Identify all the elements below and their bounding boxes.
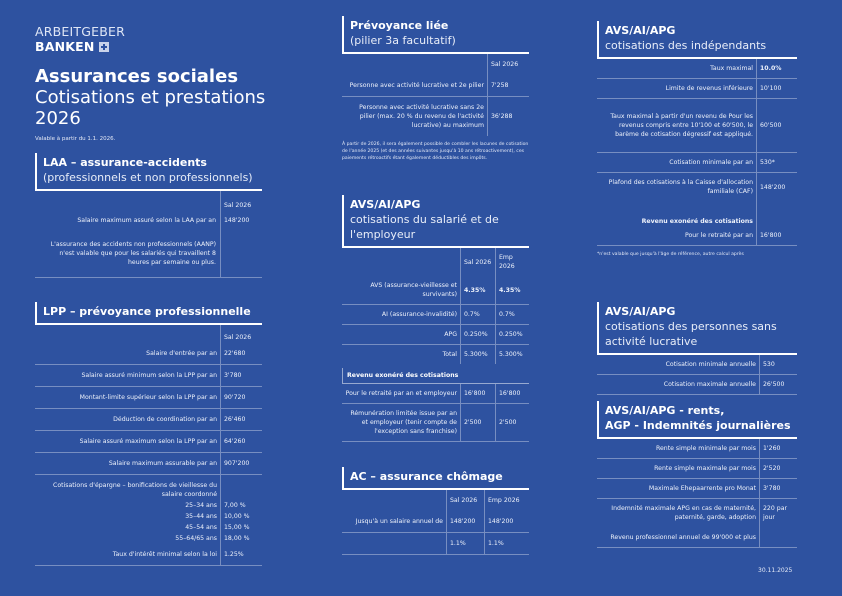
table-row <box>597 479 797 499</box>
section-avs-exo <box>342 368 529 442</box>
title-sub: Cotisations et prestations <box>35 87 266 108</box>
table-row <box>342 305 529 325</box>
row-label: Limite de revenus inférieure <box>665 85 753 92</box>
row-value: Sal 2026 <box>446 490 484 511</box>
section-avs-sal <box>342 195 529 364</box>
row-value: 4.35% <box>460 276 495 304</box>
row-value: 530 <box>759 355 797 374</box>
table-row <box>35 533 262 544</box>
table-row <box>342 97 529 136</box>
row-value: Sal 2026 <box>220 325 262 343</box>
table-row <box>35 522 262 533</box>
row-label: Rente simple minimale par mois <box>655 445 756 452</box>
row-label: Montant-limite supérieur selon la LPP par an <box>79 394 217 401</box>
row-value: 0.7% <box>495 305 529 324</box>
table-row <box>35 325 262 343</box>
table-row <box>35 213 262 228</box>
section-header <box>342 467 529 490</box>
row-label: Salaire assuré maximum selon la LPP par an <box>79 438 217 445</box>
row-value: 907'200 <box>220 453 262 474</box>
brand-line2: BANKEN <box>35 39 95 54</box>
row-value: 10.0% <box>756 59 797 78</box>
row-label: Cotisations d'épargne – bonifications de vieillesse du salaire coordonné <box>53 482 217 498</box>
title-main: Assurances sociales <box>35 66 239 87</box>
table-row <box>35 544 262 566</box>
table-row <box>35 500 262 511</box>
row-label: 55–64/65 ans <box>175 535 217 542</box>
row-label: Taux maximal à partir d'un revenu de Pour les revenus compris entre 10'100 et 60'500, le barème de cotisation dégressif est appliqué. <box>610 113 753 138</box>
row-value: 36'288 <box>487 97 529 136</box>
row-value: 1.25% <box>220 544 262 565</box>
table-row <box>597 59 797 79</box>
table-row <box>342 276 529 305</box>
table-row <box>597 201 797 226</box>
row-label <box>35 325 220 343</box>
data-table <box>342 248 529 364</box>
row-label <box>35 191 220 213</box>
section-title: AVS/AI/APG - rents, <box>605 404 725 417</box>
swiss-cross-icon <box>99 42 109 52</box>
row-value: 530* <box>756 153 797 172</box>
section-subtitle: (professionnels et non professionnels) <box>43 171 253 184</box>
row-value <box>756 201 797 226</box>
data-table <box>597 439 797 548</box>
row-label: Salaire d'entrée par an <box>146 350 217 357</box>
row-value: 148'200 <box>484 511 529 532</box>
section-header <box>342 16 529 54</box>
row-value: 15,00 % <box>220 522 262 533</box>
data-table <box>342 384 529 442</box>
row-label: L'assurance des accidents non professionnels (AANP) n'est valable que pour les salariés qui travaillent 8 heures par semaine ou plus. <box>50 241 216 266</box>
table-row <box>597 226 797 246</box>
section-title: LAA – assurance-accidents <box>43 156 207 169</box>
row-value: 5.300% <box>495 345 529 364</box>
row-label <box>342 248 460 276</box>
row-value: 90'720 <box>220 387 262 408</box>
table-row <box>342 490 529 511</box>
section-avs-ind <box>597 21 797 258</box>
row-label: Cotisation minimale annuelle <box>665 361 756 368</box>
table-row <box>597 79 797 99</box>
section-subtitle: cotisations du salarié et de l'employeur <box>350 213 499 241</box>
row-value: 0.7% <box>460 305 495 324</box>
section-header <box>597 401 797 439</box>
validity-note: Valable à partir du 1.1. 2026. <box>35 136 116 142</box>
table-row <box>35 191 262 213</box>
row-label: Jusqu'à un salaire annuel de <box>355 518 443 525</box>
table-row <box>342 533 529 555</box>
row-label: Taux d'intérêt minimal selon la loi <box>112 551 217 558</box>
row-label: APG <box>444 331 457 338</box>
data-table <box>597 355 797 395</box>
table-row <box>342 54 529 75</box>
row-label: Déduction de coordination par an <box>113 416 217 423</box>
table-row <box>35 365 262 387</box>
row-value: 10,00 % <box>220 511 262 522</box>
section-pilier3a <box>342 16 529 162</box>
row-value: 60'500 <box>756 99 797 152</box>
row-value: 26'460 <box>220 409 262 430</box>
row-label: Pour le retraité par an et employeur <box>345 390 457 397</box>
section-title: Prévoyance liée <box>350 19 449 32</box>
row-label: Plafond des cotisations à la Caisse d'allocation familiale (CAF) <box>608 179 753 195</box>
section-header <box>35 302 262 325</box>
footer-date: 30.11.2025 <box>758 567 793 574</box>
row-label: Total <box>442 351 457 358</box>
row-value: Emp 2026 <box>495 248 529 276</box>
table-row <box>597 439 797 459</box>
row-label: Personne avec activité lucrative et 2e pilier <box>349 82 484 89</box>
table-row <box>35 409 262 431</box>
row-label: AVS (assurance-vieillesse et survivants) <box>370 282 457 298</box>
section-footnote: *n'est valable que jusqu'à l'âge de référence, autre calcul après <box>597 252 744 257</box>
row-value: 18,00 % <box>220 533 262 544</box>
row-value: 7'258 <box>487 75 529 96</box>
table-row <box>35 228 262 278</box>
table-row <box>342 345 529 364</box>
table-row <box>597 173 797 201</box>
table-row <box>342 384 529 404</box>
table-row <box>35 453 262 475</box>
row-label: Maximale Ehepaarrente pro Monat <box>648 485 756 492</box>
row-label: Rente simple maximale par mois <box>654 465 756 472</box>
row-value: 2'500 <box>460 404 495 441</box>
section-title-2: AGP - Indemnités journalières <box>605 419 791 432</box>
row-value: 220 par jour <box>759 499 797 527</box>
data-table <box>342 54 529 136</box>
row-value: 148'200 <box>446 511 484 532</box>
section-title: AVS/AI/APG <box>350 198 421 211</box>
title-year: 2026 <box>35 108 81 129</box>
row-label: 45–54 ans <box>185 524 217 531</box>
table-row <box>597 375 797 395</box>
row-label: Taux maximal <box>710 65 753 72</box>
row-value: Sal 2026 <box>460 248 495 276</box>
table-row <box>597 459 797 479</box>
section-header <box>342 195 529 248</box>
section-ac <box>342 467 529 555</box>
row-value: 7,00 % <box>220 500 262 511</box>
section-title: AVS/AI/APG <box>605 24 676 37</box>
section-avs-sans <box>597 302 797 395</box>
table-row <box>35 431 262 453</box>
table-row <box>35 475 262 500</box>
row-label: Cotisation maximale annuelle <box>663 381 756 388</box>
section-header <box>597 302 797 355</box>
table-row <box>597 355 797 375</box>
row-value: 16'800 <box>495 384 529 403</box>
row-label <box>342 490 446 511</box>
row-value: 5.300% <box>460 345 495 364</box>
row-value: Sal 2026 <box>220 191 262 213</box>
row-label: Cotisation minimale par an <box>669 159 753 166</box>
row-label: Indemnité maximale APG en cas de maternité, paternité, garde, adoption <box>611 505 756 521</box>
row-value: 1.1% <box>446 533 484 554</box>
row-label: 25–34 ans <box>185 502 217 509</box>
table-row <box>35 387 262 409</box>
table-row <box>597 499 797 527</box>
section-header <box>35 153 262 191</box>
row-label: Salaire maximum assuré selon la LAA par an <box>77 217 216 224</box>
data-table <box>35 325 262 566</box>
row-value: 16'800 <box>756 226 797 245</box>
row-value <box>220 475 262 500</box>
row-value: 0.250% <box>460 325 495 344</box>
row-label: 35–44 ans <box>185 513 217 520</box>
row-value: 22'680 <box>220 343 262 364</box>
brand-logo <box>35 24 125 54</box>
row-label: Salaire assuré minimum selon la LPP par an <box>81 372 217 379</box>
section-subtitle: (pilier 3a facultatif) <box>350 34 456 47</box>
row-label: Rémunération limitée issue par an et employeur (tenir compte de l'exception sans franchise) <box>350 410 457 435</box>
row-value: 2'500 <box>495 404 529 441</box>
section-title: AC – assurance chômage <box>350 470 503 483</box>
row-value: 64'260 <box>220 431 262 452</box>
table-row <box>597 153 797 173</box>
row-value: 3'780 <box>759 479 797 498</box>
section-footnote: À partir de 2026, il sera également possible de combler les lacunes de cotisation de l'année 2025 (et des années suivantes jusqu'à 10 ans rétroactivement), ces paiements rétroactifs étant également déductibles des impôts. <box>342 142 529 161</box>
section-subtitle: cotisations des personnes sans activité lucrative <box>605 320 777 348</box>
row-value: 3'780 <box>220 365 262 386</box>
row-value: 1.1% <box>484 533 529 554</box>
table-row <box>597 527 797 548</box>
row-value <box>759 527 797 547</box>
row-label: Personne avec activité lucrative sans 2e pilier (max. 20 % du revenu de l'activité lucrative) au maximum <box>359 104 484 129</box>
page-title <box>35 66 265 129</box>
section-title: LPP – prévoyance professionnelle <box>43 305 251 318</box>
row-value: 10'100 <box>756 79 797 98</box>
row-label <box>342 54 487 75</box>
row-value: 16'800 <box>460 384 495 403</box>
table-row <box>35 343 262 365</box>
section-subtitle: cotisations des indépendants <box>605 39 767 52</box>
section-lpp <box>35 302 262 566</box>
section-laa <box>35 153 262 278</box>
row-label: Salaire maximum assurable par an <box>108 460 217 467</box>
row-value: 148'200 <box>220 213 262 228</box>
table-row <box>342 404 529 442</box>
row-label <box>342 533 446 554</box>
table-row <box>342 511 529 533</box>
table-row <box>597 99 797 153</box>
row-value: 148'200 <box>756 173 797 201</box>
row-value: 26'500 <box>759 375 797 394</box>
row-value: Emp 2026 <box>484 490 529 511</box>
row-label: Revenu exonéré des cotisations <box>641 218 753 225</box>
row-value: Sal 2026 <box>487 54 529 75</box>
row-label: Revenu professionnel annuel de 99'000 et plus <box>610 534 756 541</box>
row-value: 2'520 <box>759 459 797 478</box>
section-title: AVS/AI/APG <box>605 305 676 318</box>
row-label: Pour le retraité par an <box>684 232 753 239</box>
section-header <box>597 21 797 59</box>
row-value: 0.250% <box>495 325 529 344</box>
subsection-title: Revenu exonéré des cotisations <box>342 368 529 384</box>
row-value: 1'260 <box>759 439 797 458</box>
row-value: 4.35% <box>495 276 529 304</box>
data-table <box>597 59 797 246</box>
table-row <box>35 511 262 522</box>
table-row <box>342 248 529 276</box>
section-rentes <box>597 401 797 548</box>
row-label: AI (assurance-invalidité) <box>381 311 457 318</box>
table-row <box>342 325 529 345</box>
table-row <box>342 75 529 97</box>
row-value <box>220 228 262 277</box>
data-table <box>35 191 262 278</box>
brand-line1: ARBEITGEBER <box>35 24 125 39</box>
data-table <box>342 490 529 555</box>
